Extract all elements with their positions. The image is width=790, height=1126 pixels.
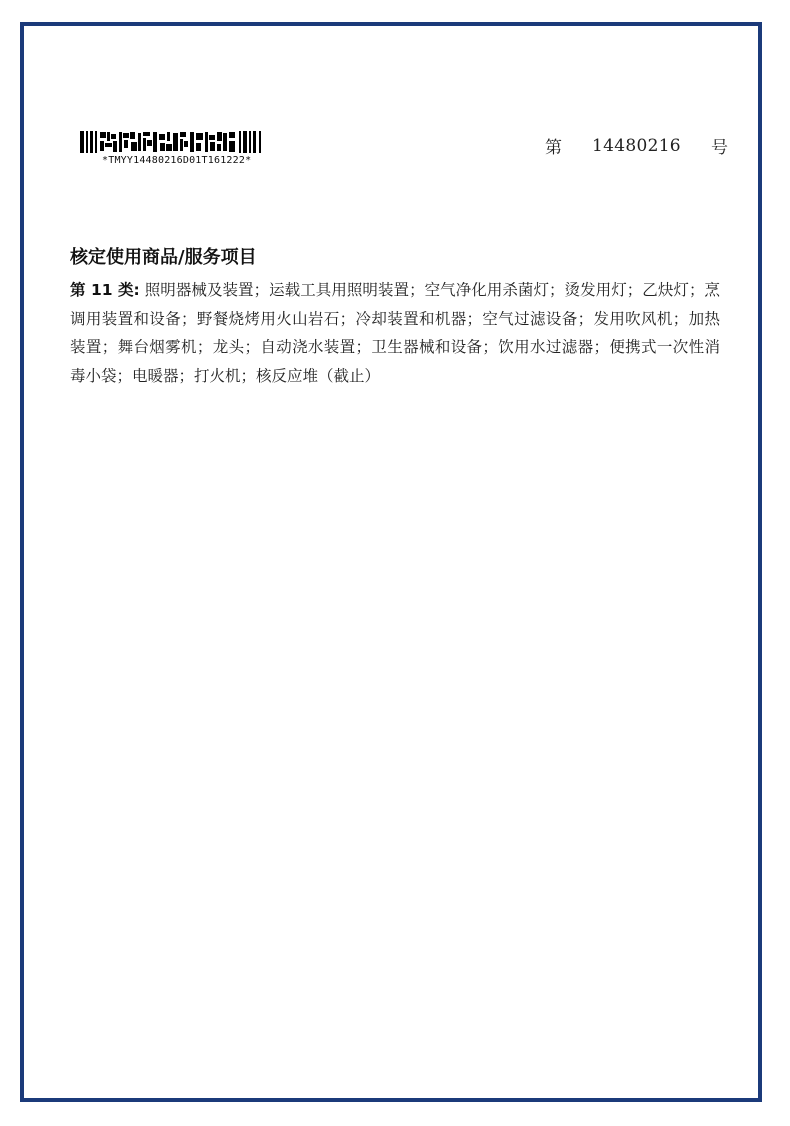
section-title: 核定使用商品/服务项目 <box>70 247 257 268</box>
registration-suffix: 号 <box>710 138 728 158</box>
registration-prefix: 第 <box>545 138 562 158</box>
barcode-caption: *TMYY14480216D01T161222* <box>102 155 252 166</box>
goods-list-paragraph <box>70 276 720 390</box>
barcode-graphic <box>80 131 270 153</box>
document-border-frame <box>20 22 762 1102</box>
registration-number <box>545 133 728 158</box>
registration-number-value: 14480216 <box>592 135 681 156</box>
goods-items-text: 照明器械及装置；运载工具用照明装置；空气净化用杀菌灯；烫发用灯；乙炔灯；烹调用装置和设备；野餐烧烤用火山岩石；冷却装置和机器；空气过滤设备；发用吹风机；加热装置；舞台烟雾机；龙头；自动浇水装置；卫生器械和设备；饮用水过滤器；便携式一次性消毒小袋；电暖器；打火机；核反应堆（截止） <box>70 281 720 385</box>
class-label: 第 11 类: <box>70 281 140 299</box>
barcode <box>80 131 280 166</box>
